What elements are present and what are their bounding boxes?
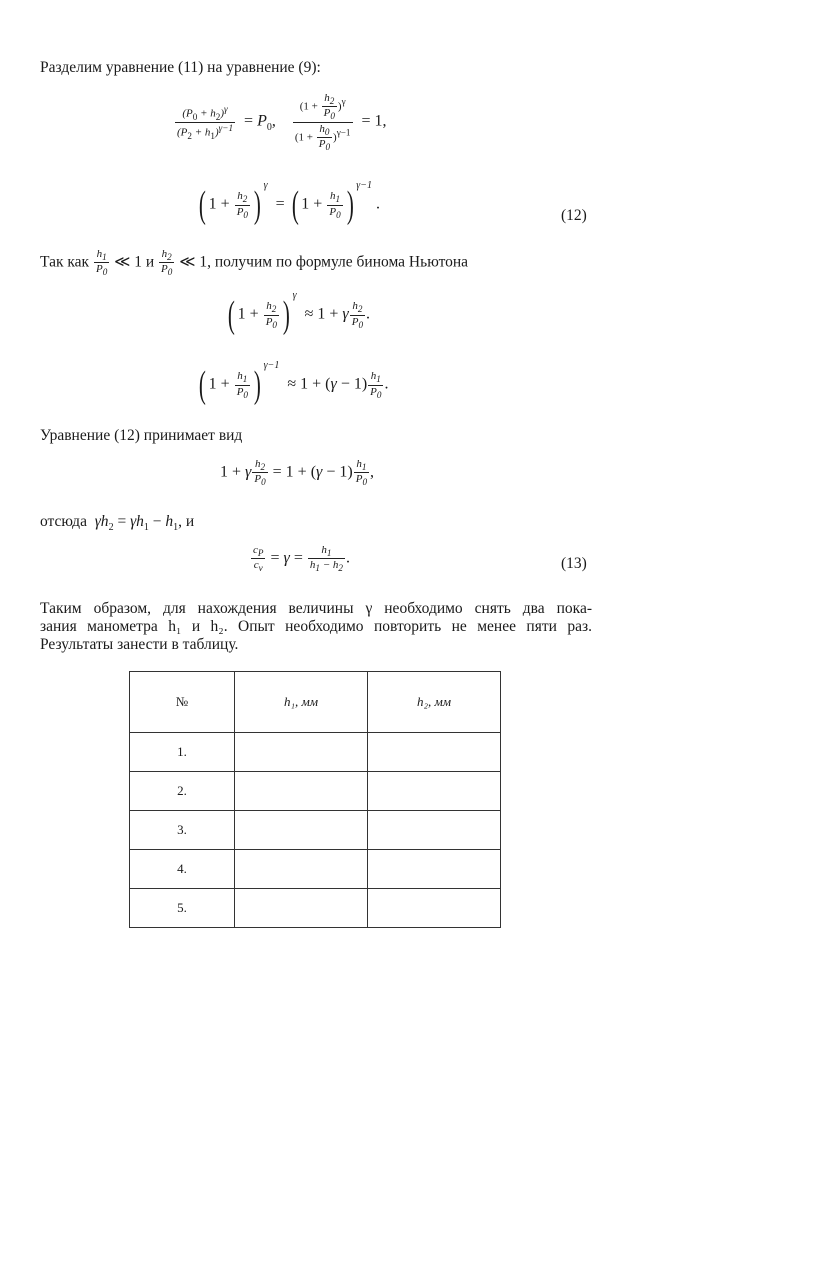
cell-h1	[235, 811, 368, 850]
conclusion-line-2: зания манометра h₁ и h₂. Опыт необходимо повторить не менее пяти раз.	[40, 618, 592, 635]
header-h2: h₂, мм	[368, 672, 501, 733]
cell-h1	[235, 850, 368, 889]
cell-h2	[368, 811, 501, 850]
table-row	[130, 811, 501, 850]
equation-13: $\frac{c_P}{c_v}$ = γ = $\frac{h_1}{h_1 - h_2}$ .	[253, 544, 350, 574]
table-row	[130, 889, 501, 928]
table-row	[130, 850, 501, 889]
table-row	[130, 733, 501, 772]
simplified-equation: 1 + γ $\frac{h_2}{P_0}$ = 1 + (γ − 1) $\frac{h_1}{P_0}$ ,	[220, 458, 375, 488]
binomial-intro: Так как $\frac{h_1}{P_0}$ ≪ 1 и $\frac{h_2}{P_0}$ ≪ 1, получим по формуле бинома Ньютона	[40, 248, 469, 278]
header-h1: h₁, мм	[235, 672, 368, 733]
intro-line: Разделим уравнение (11) на уравнение (9):	[40, 59, 321, 76]
ratio-equation: $\frac{(P_0 + h_2)^\gamma}{(P_2 + h_1)^{\gamma-1}}$ = $P_0$, (1 + $\frac{h_2}{P_0}$ )$^\gamma$ (1 + $\frac{h_0}{P_0}$ )$^{\gamma-1}$ = 1,	[177, 92, 387, 152]
conclusion-line-3: Результаты занести в таблицу.	[40, 636, 239, 653]
hence-line: отсюда $\gamma h_2 = \gamma h_1 - h_1$, и	[40, 513, 195, 534]
row-number: 3.	[130, 811, 235, 850]
table-header-row	[130, 672, 501, 733]
conclusion-line-1: Таким образом, для нахождения величины γ необходимо снять два пока-	[40, 600, 592, 617]
row-number: 4.	[130, 850, 235, 889]
row-number: 2.	[130, 772, 235, 811]
cell-h2	[368, 889, 501, 928]
eq12-becomes-line: Уравнение (12) принимает вид	[40, 427, 243, 444]
row-number: 5.	[130, 889, 235, 928]
conclusion-paragraph	[40, 600, 592, 654]
results-table	[129, 671, 501, 928]
equation-12: ( 1 + $\frac{h_2}{P_0}$ ) $^\gamma$ = ( 1 + $\frac{h_1}{P_0}$ ) $^{\gamma-1}$ .	[198, 180, 380, 226]
cell-h2	[368, 772, 501, 811]
equation-12-number: (12)	[561, 207, 587, 224]
cell-h2	[368, 850, 501, 889]
binomial-expansion-gamma-minus-one: ( 1 + $\frac{h_1}{P_0}$ ) $^{\gamma-1}$ ≈ 1 + (γ − 1) $\frac{h_1}{P_0}$ .	[198, 360, 389, 406]
header-number: №	[130, 672, 235, 733]
binomial-expansion-gamma: ( 1 + $\frac{h_2}{P_0}$ ) $^\gamma$ ≈ 1 + γ $\frac{h_2}{P_0}$ .	[227, 290, 371, 336]
cell-h1	[235, 772, 368, 811]
cell-h1	[235, 733, 368, 772]
row-number: 1.	[130, 733, 235, 772]
equation-13-number: (13)	[561, 555, 587, 572]
table-row	[130, 772, 501, 811]
cell-h1	[235, 889, 368, 928]
cell-h2	[368, 733, 501, 772]
